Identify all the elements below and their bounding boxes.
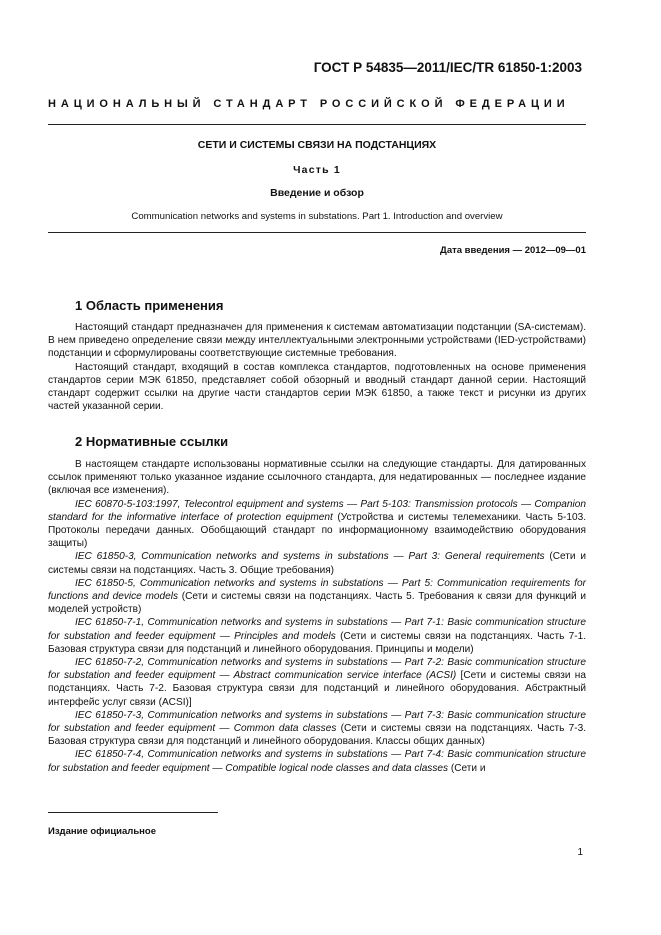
section-2-body bbox=[48, 458, 586, 775]
reference-title: IEC 61850-7-1, Communication networks and systems in substations — Part 7-1: Basic communication structure for substation and feeder equipment — Principles and models bbox=[48, 617, 586, 642]
section-1-paragraph: Настоящий стандарт предназначен для применения к системам автоматизации подстанции (SA-системам). В нем приведено определение связи между интеллектуальными электронными устройствами (IED-устройствами) подстанции и сформулированы соответствующие системные требования. bbox=[48, 322, 586, 360]
main-title: СЕТИ И СИСТЕМЫ СВЯЗИ НА ПОДСТАНЦИЯХ bbox=[197, 139, 437, 151]
divider-bottom bbox=[48, 232, 586, 233]
reference-translation: (Сети и системы связи на подстанциях. Часть 7-1. Базовая структура связи для подстанций и линейного оборудования. Принципы и модели) bbox=[48, 630, 587, 655]
reference-title: IEC 60870-5-103:1997, Telecontrol equipment and systems — Part 5-103: Transmission protocols — Companion standard for the informative interface of protection equipment bbox=[48, 498, 586, 523]
national-standard-label: НАЦИОНАЛЬНЫЙ СТАНДАРТ РОССИЙСКОЙ ФЕДЕРАЦИИ bbox=[48, 98, 570, 110]
official-edition-label: Издание официальное bbox=[48, 826, 156, 837]
reference-translation: (Сети и системы связи на подстанциях. Часть 7-3. Базовая структура связи для подстанций и линейного оборудования. Классы общих данных) bbox=[48, 723, 586, 748]
reference-title: IEC 61850-7-4, Communication networks and systems in substations — Part 7-4: Basic communication structure for substation and feeder equipment — Compatible logical node classes and data classes bbox=[48, 749, 586, 774]
footer-rule bbox=[48, 812, 218, 813]
english-title: Communication networks and systems in substations. Part 1. Introduction and overview bbox=[131, 211, 503, 222]
reference-translation: (Сети и системы связи на подстанциях. Часть 3. Общие требования) bbox=[48, 551, 586, 576]
part-label: Часть 1 bbox=[293, 164, 341, 176]
reference-translation: (Устройства и системы телемеханики. Часть 5-103. Протоколы передачи данных. Обобщающий стандарт по информационному взаимодействию оборудования защиты) bbox=[48, 511, 587, 550]
reference-item bbox=[48, 498, 586, 551]
reference-item bbox=[48, 616, 586, 656]
reference-translation: (Сети и bbox=[448, 762, 486, 774]
section-1-body bbox=[48, 321, 586, 413]
reference-translation: (Сети и системы связи на подстанциях. Часть 5. Требования к связи для функций и моделей устройств) bbox=[48, 591, 586, 616]
divider-top bbox=[48, 124, 586, 125]
section-1-paragraph: Настоящий стандарт, входящий в состав комплекса стандартов, подготовленных на основе применения стандартов серии МЭК 61850, представляет собой обзорный и вводный стандарт данной серии. Настоящий стандарт содержит ссылки на другие части стандартов серии МЭК 61850, а также текст и рисунки из других частей указанной серии. bbox=[48, 361, 586, 413]
reference-translation: [Сети и системы связи на подстанциях. Часть 7-2. Базовая структура связи для подстанций и линейного оборудования. Абстрактный интерфейс услуг связи (ACSI)] bbox=[48, 670, 586, 708]
document-id: ГОСТ Р 54835—2011/IEC/TR 61850-1:2003 bbox=[313, 60, 582, 75]
section-1-heading: 1 Область применения bbox=[75, 298, 224, 313]
reference-title: IEC 61850-3, Communication networks and systems in substations — Part 3: General requirements bbox=[75, 551, 545, 563]
reference-title: IEC 61850-5, Communication networks and systems in substations — Part 5: Communication requirements for functions and device models bbox=[48, 577, 586, 603]
reference-item bbox=[48, 709, 586, 749]
subtitle: Введение и обзор bbox=[270, 187, 364, 199]
page-number: 1 bbox=[577, 847, 583, 858]
reference-item bbox=[48, 748, 586, 774]
reference-title: IEC 61850-7-3, Communication networks and systems in substations — Part 7-3: Basic communication structure for substation and feeder equipment — Common data classes bbox=[48, 709, 586, 735]
reference-item bbox=[48, 656, 586, 709]
reference-item bbox=[48, 577, 586, 617]
section-2-intro: В настоящем стандарте использованы нормативные ссылки на следующие стандарты. Для датированных ссылок применяют только указанное издание ссылочного стандарта, для недатированных — последнее издание (включая все изменения). bbox=[48, 459, 586, 497]
section-2-heading: 2 Нормативные ссылки bbox=[75, 434, 229, 449]
reference-item bbox=[48, 550, 586, 576]
reference-title: IEC 61850-7-2, Communication networks and systems in substations — Part 7-2: Basic communication structure for substation and feeder equipment — Abstract communication service interface (ACSI) bbox=[48, 657, 586, 682]
introduction-date: Дата введения — 2012—09—01 bbox=[440, 245, 586, 256]
